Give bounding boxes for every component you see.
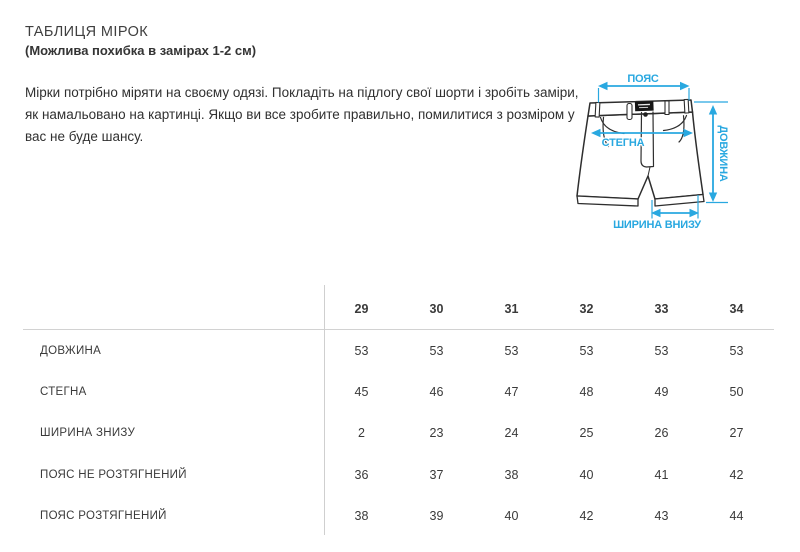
size-value: 46 [429,385,444,400]
size-value: 49 [654,385,669,400]
brand-tag [635,101,654,111]
button-dot [643,112,648,117]
size-value: 38 [354,509,369,524]
page-subtitle: (Можлива похибка в замірах 1-2 см) [25,43,257,58]
size-value: 27 [729,426,744,441]
size-value: 53 [354,343,369,358]
size-value: 45 [354,385,369,400]
description-text: Мірки потрібно міряти на своєму одязі. Покладіть на підлогу свої шорти і зробіть заміри, як намальовано на картинці. Якщо ви все зробите правильно, помилитися з розміром у вас не буде шансу. [25,85,579,144]
size-value: 39 [429,509,444,524]
size-value: 36 [354,467,369,482]
size-table [23,288,774,537]
row-label: ПОЯС НЕ РОЗТЯГНЕНИЙ [40,468,187,481]
size-value: 24 [504,426,519,441]
shorts-diagram-svg [570,50,800,250]
size-value: 38 [504,467,519,482]
row-label: СТЕГНА [40,386,87,399]
size-column-header: 33 [624,288,699,330]
size-value: 42 [729,467,744,482]
size-column-header: 31 [474,288,549,330]
size-value: 53 [504,343,519,358]
size-column-header: 30 [399,288,474,330]
size-value: 50 [729,385,744,400]
size-table-grid [23,288,774,537]
size-value: 47 [504,385,519,400]
size-column-header: 34 [699,288,774,330]
size-value: 26 [654,426,669,441]
row-label: ДОВЖИНА [40,344,102,357]
hips-label: СТЕГНА [601,137,645,149]
size-value: 41 [654,467,669,482]
size-value: 37 [429,467,444,482]
size-value: 53 [579,343,594,358]
size-column-header: 32 [549,288,624,330]
size-value: 53 [654,343,669,358]
size-value: 2 [358,426,365,441]
table-corner-cell [23,288,324,330]
size-value: 44 [729,509,744,524]
size-value: 40 [504,509,519,524]
row-label: ШИРИНА ЗНИЗУ [40,427,136,440]
size-column-header: 29 [324,288,399,330]
size-value: 25 [579,426,594,441]
bottom-width-label: ШИРИНА ВНИЗУ [613,219,701,231]
row-label: ПОЯС РОЗТЯГНЕНИЙ [40,510,167,523]
table-vertical-divider [324,285,325,535]
size-value: 53 [429,343,444,358]
waist-label: ПОЯС [627,73,659,85]
size-value: 43 [654,509,669,524]
shorts-illustration [577,99,704,206]
size-value: 48 [579,385,594,400]
shorts-measurement-diagram [570,50,800,250]
size-value: 23 [429,426,444,441]
page-title: ТАБЛИЦЯ МІРОК [25,24,149,40]
length-label: ДОВЖИНА [717,125,729,182]
size-value: 53 [729,343,744,358]
size-value: 40 [579,467,594,482]
size-value: 42 [579,509,594,524]
